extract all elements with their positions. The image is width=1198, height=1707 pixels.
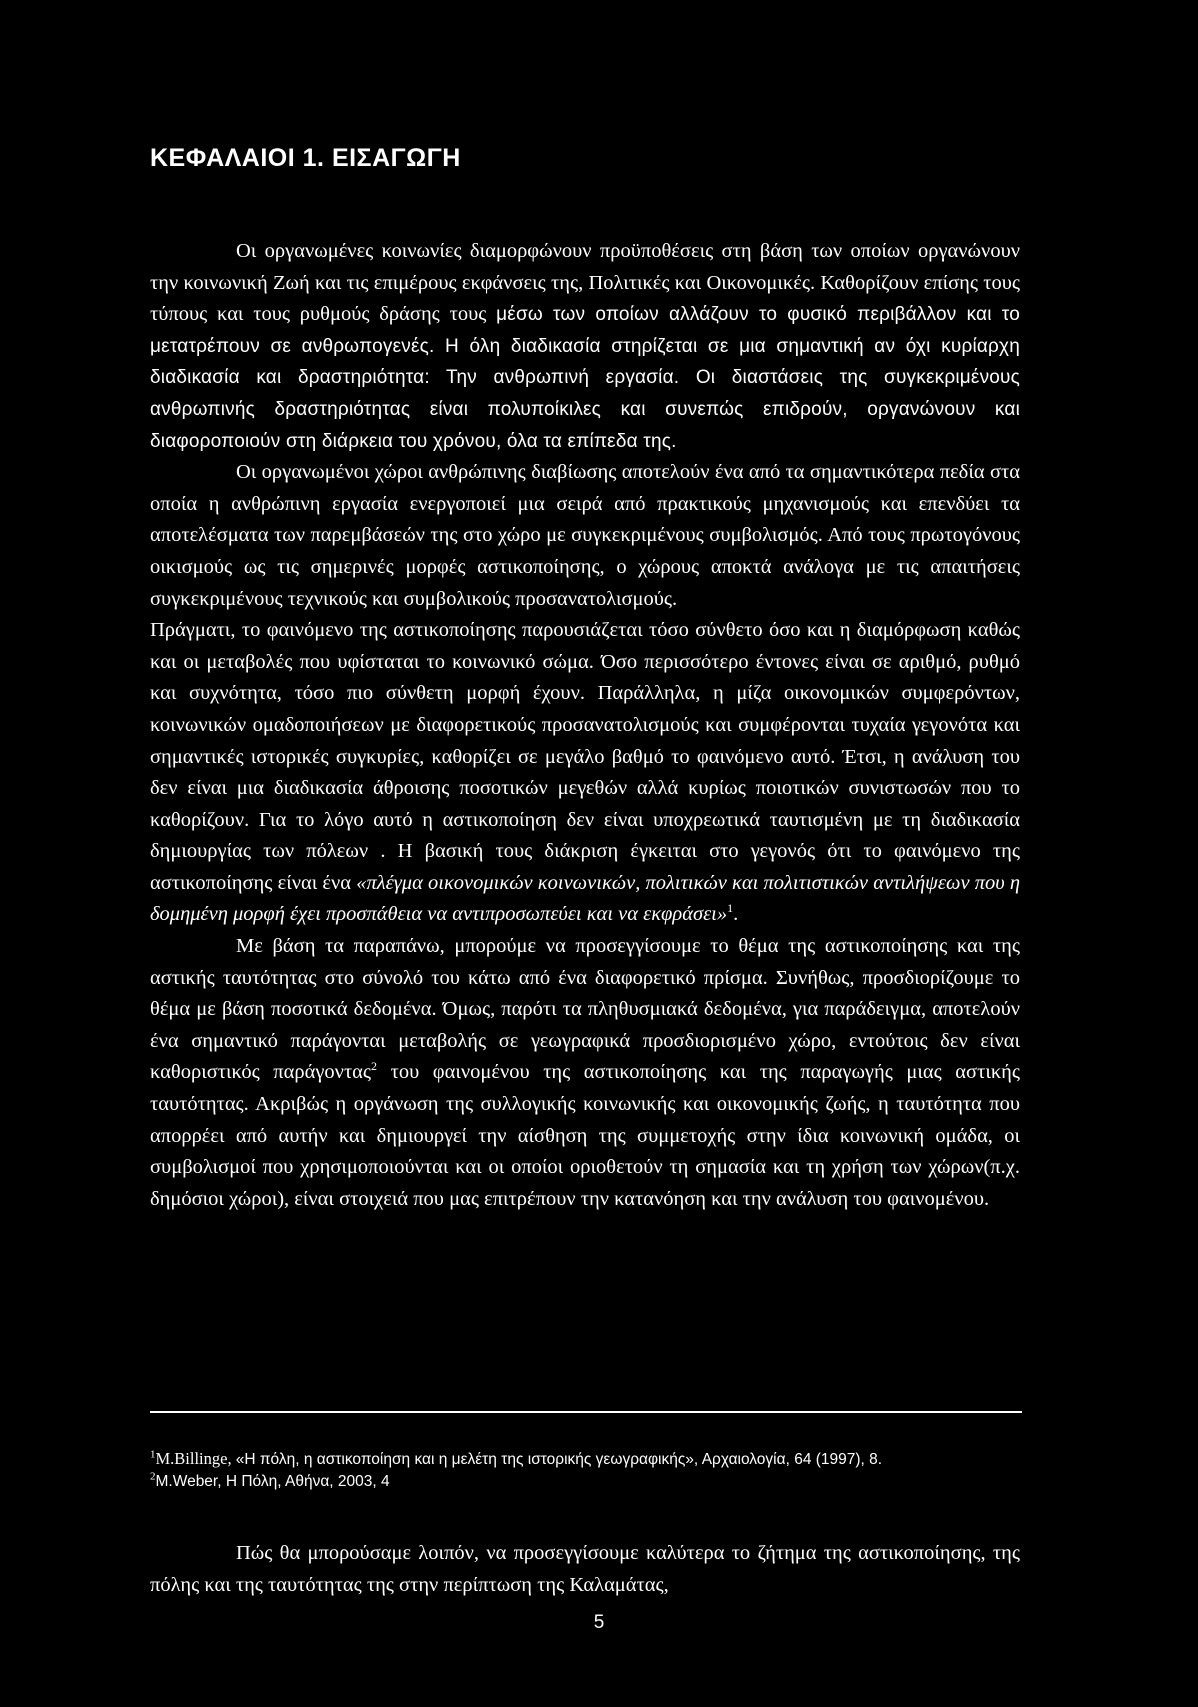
paragraph-1 — [150, 236, 1020, 457]
chapter-title: ΚΕΦΑΛΑΙΟΙ 1. ΕΙΣΑΓΩΓΗ — [150, 144, 461, 172]
page-number: 5 — [593, 1612, 605, 1633]
footnote-2-mark: 2 — [150, 1470, 156, 1483]
paragraph-3-quote: «πλέγμα οικονομικών κοινωνικών, πολιτικών και πολιτιστικών αντιλήψεων που η δομημένη μορφή έχει προσπάθεια να αντιπροσωπεύει και να εκφράσει» — [150, 871, 1020, 926]
footnote-ref-1: 1 — [727, 901, 734, 916]
paragraph-3 — [150, 615, 1020, 931]
footnote-divider — [150, 1411, 1022, 1413]
paragraph-3-end: . — [733, 903, 739, 926]
paragraph-1-rest: μέσω των οποίων αλλάζουν το φυσικό περιβάλλον και το μετατρέπουν σε ανθρωπογενές. Η όλη διαδικασία στηρίζεται σε μια σημαντική αν όχι κυρίαρχη διαδικασία και δραστηριότητα: Την ανθρωπινή εργασία. Οι διαστάσεις της συγκεκριμένους ανθρωπινής δραστηριότητας είναι πολυποίκιλες και συνεπώς επιδρούν, οργανώνουν και διαφοροποιούν στη διάρκεια του χρόνου, όλα τα επίπεδα της. — [150, 304, 1021, 452]
continuation-paragraph: Πώς θα μπορούσαμε λοιπόν, να προσεγγίσουμε καλύτερα το ζήτημα της αστικοποίησης, της πόλης και της ταυτότητας της στην περίπτωση της Καλαμάτας, — [150, 1542, 1020, 1596]
paragraph-3-text: Πράγματι, το φαινόμενο της αστικοποίησης παρουσιάζεται τόσο σύνθετο όσο και η διαμόρφωση καθώς και οι μεταβολές που υφίσταται το κοινωνικό σώμα. Όσο περισσότερο έντονες είναι σε αριθμό, ρυθμό και συχνότητα, τόσο πιο σύνθετη μορφή έχουν. Παράλληλα, η μίζα οικονομικών συμφερόντων, κοινωνικών ομαδοποιήσεων με διαφορετικούς προσανατολισμούς και συμφέρονται τυχαία γεγονότα και σημαντικές ιστορικές συγκυρίες, καθορίζει σε μεγάλο βαθμό το φαινόμενο αυτό. Έτσι, η ανάλυση του δεν είναι μια διαδικασία άθροισης ποσοτικών μεγεθών αλλά κυρίως ποιοτικών συνιστωσών που το καθορίζουν. Για το λόγο αυτό η αστικοποίηση δεν είναι υποχρεωτικά ταυτισμένη με τη διαδικασία δημιουργίας των πόλεων . Η βασική τους διάκριση έγκειται στο γεγονός ότι το φαινόμενο της αστικοποίησης είναι ένα — [150, 619, 1020, 894]
footnotes — [150, 1448, 1020, 1492]
paragraph-4 — [150, 931, 1020, 1215]
paragraph-4-rest: του φαινομένου της αστικοποίησης και της παραγωγής μιας αστικής ταυτότητας. Ακριβώς η οργάνωση της συλλογικής κοινωνικής και οικονομικής ζωής, η ταυτότητα που απορρέει από αυτήν και δημιουργεί την αίσθηση της συμμετοχής στην ίδια κοινωνική ομάδα, οι συμβολισμοί που χρησιμοποιούνται και οι οποίοι οριοθετούν τη σημασία και τη χρήση των χώρων(π.χ. δημόσιοι χώροι), είναι στοιχειά που μας επιτρέπουν την κατανόηση και την ανάλυση του φαινομένου. — [150, 1061, 1020, 1210]
footnote-2-text: Μ.Weber, Η Πόλη, Αθήνα, 2003, 4 — [155, 1473, 390, 1490]
footnote-1 — [150, 1448, 1020, 1470]
paragraph-2: Οι οργανωμένοι χώροι ανθρώπινης διαβίωσης αποτελούν ένα από τα σημαντικότερα πεδία στα οποία η ανθρώπινη εργασία ενεργοποιεί μια σειρά από πρακτικούς μηχανισμούς και επενδύει τα αποτελέσματα των παρεμβάσεών της στο χώρο με συγκεκριμένους συμβολισμός. Από τους πρωτογόνους οικισμούς ως τις σημερινές μορφές αστικοποίησης, ο χώρους αποκτά ανάλογα με τις απαιτήσεις συγκεκριμένους τεχνικούς και συμβολικούς προσανατολισμούς. — [150, 461, 1020, 610]
body-text — [150, 236, 1020, 1215]
paragraph-4-text: Με βάση τα παραπάνω, μπορούμε να προσεγγίσουμε το θέμα της αστικοποίησης και της αστικής ταυτότητας στο σύνολό του κάτω από ένα διαφορετικό πρίσμα. Συνήθως, προσδιορίζουμε το θέμα με βάση ποσοτικά δεδομένα. Όμως, παρότι τα πληθυσμιακά δεδομένα, για παράδειγμα, αποτελούν ένα σημαντικό παράγονται μεταβολής σε γεωγραφικά προσδιορισμένο χώρο, εντούτοις δεν είναι καθοριστικός παράγοντας — [150, 935, 1020, 1084]
footnote-ref-2: 2 — [371, 1059, 378, 1074]
footnote-1-text: «Η πόλη, η αστικοποίηση και η μελέτη της ιστορικής γεωγραφικής», Αρχαιολογία, 64 (1997), 8. — [235, 1451, 883, 1468]
footnote-2 — [150, 1470, 1020, 1492]
paragraph-1-start: Οι οργανωμένες κοινωνίες διαμορφώνουν προϋποθέσεις στη βάση των οποίων οργανώνουν την κοινωνική Ζωή και τις επιμέρους εκφάνσεις της, Πολιτικές και Οικονομικές. Καθορίζουν επίσης τους τύπους και τους ρυθμούς δράσης τους — [150, 240, 1020, 326]
footnote-1-author: Μ.Billinge, — [155, 1449, 236, 1468]
footnote-1-mark: 1 — [150, 1448, 156, 1461]
